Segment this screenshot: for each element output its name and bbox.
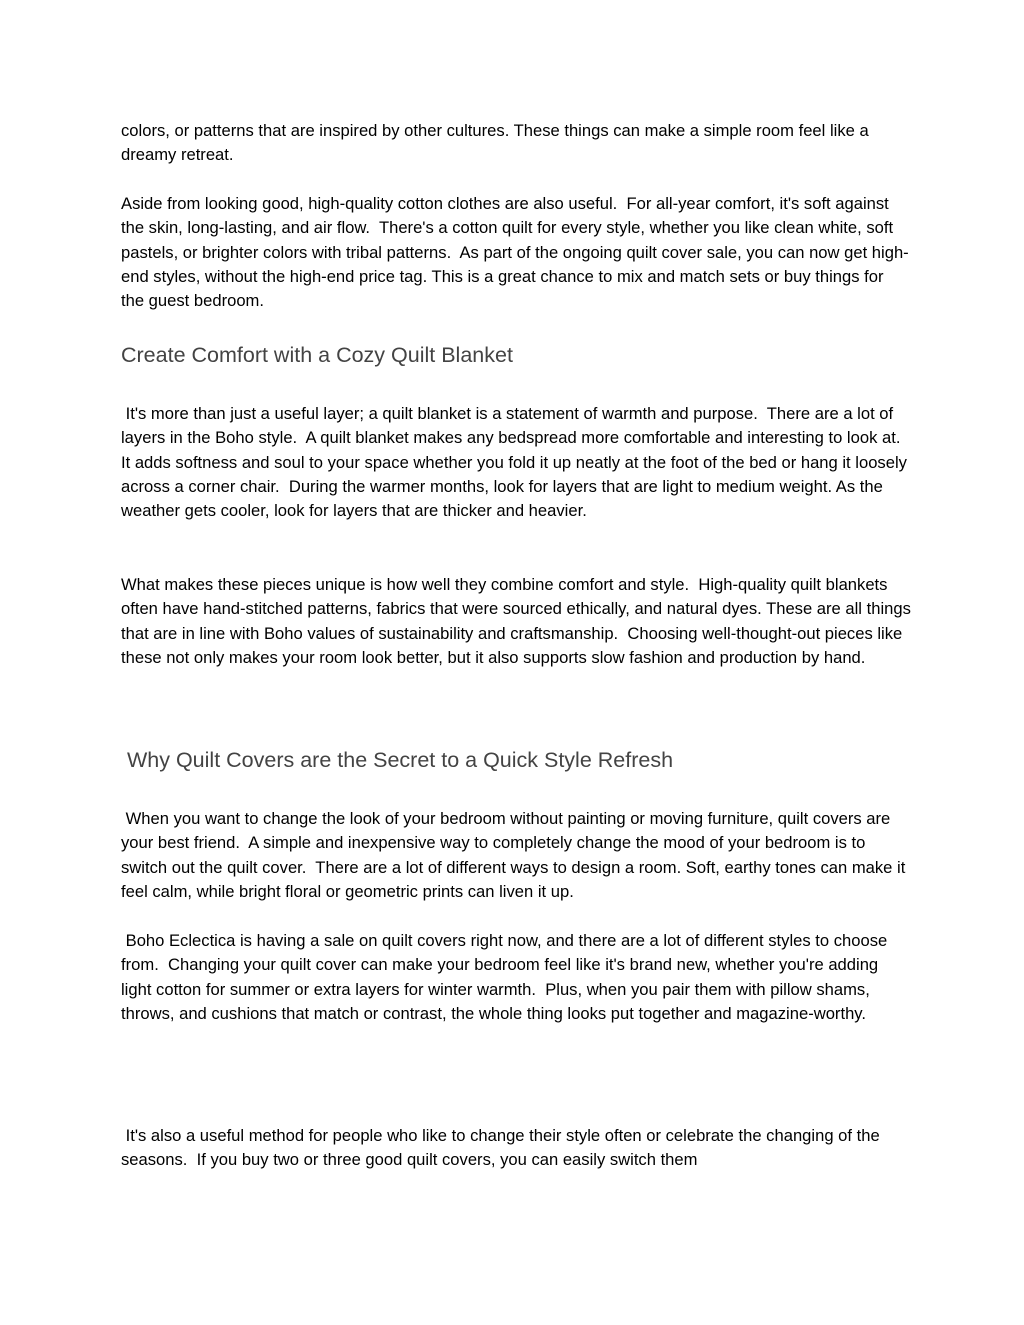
heading-cozy-quilt-blanket: Create Comfort with a Cozy Quilt Blanket <box>121 343 513 367</box>
paragraph-quilt-cover-change: When you want to change the look of your bedroom without painting or moving furniture, quilt covers are your best friend. A simple and inexpensive way to completely change the mood of your bedroom is to switch out the quilt cover. There are a lot of different ways to design a room. Soft, earthy tones can make it feel calm, while bright floral or geometric prints can liven it up. <box>121 809 910 901</box>
paragraph-unique-pieces: What makes these pieces unique is how well they combine comfort and style. High-quality quilt blankets often have hand-stitched patterns, fabrics that were sourced ethically, and natural dyes. These are all things that are in line with Boho values of sustainability and craftsmanship. Choosing well-thought-out pieces like these not only makes your room look better, but it also supports slow fashion and production by hand. <box>121 575 916 667</box>
paragraph-cultural-patterns: colors, or patterns that are inspired by other cultures. These things can make a simple room feel like a dreamy retreat. <box>121 121 874 165</box>
paragraph-seasonal-switch: It's also a useful method for people who like to change their style often or celebrate the changing of the seasons. If you buy two or three good quilt covers, you can easily switch them <box>121 1126 885 1170</box>
paragraph-cotton-benefits: Aside from looking good, high-quality cotton clothes are also useful. For all-year comfort, it's soft against the skin, long-lasting, and air flow. There's a cotton quilt for every style, whether you like clean white, soft pastels, or brighter colors with tribal patterns. As part of the ongoing quilt cover sale, you can now get high-end styles, without the high-end price tag. This is a great chance to mix and match sets or buy things for the guest bedroom. <box>121 194 909 311</box>
paragraph-quilt-blanket-layers: It's more than just a useful layer; a quilt blanket is a statement of warmth and purpose. There are a lot of layers in the Boho style. A quilt blanket makes any bedspread more comfortable and interesting to look at. It adds softness and soul to your space whether you fold it up neatly at the foot of the bed or hang it loosely across a corner chair. During the warmer months, look for layers that are light to medium weight. As the weather gets cooler, look for layers that are thicker and heavier. <box>121 404 912 521</box>
paragraph-boho-eclectica-sale: Boho Eclectica is having a sale on quilt covers right now, and there are a lot of different styles to choose from. Changing your quilt cover can make your bedroom feel like it's brand new, whether you're adding light cotton for summer or extra layers for winter warmth. Plus, when you pair them with pillow shams, throws, and cushions that match or contrast, the whole thing looks put together and magazine-worthy. <box>121 931 892 1023</box>
heading-quilt-covers-refresh: Why Quilt Covers are the Secret to a Quick Style Refresh <box>121 748 674 772</box>
